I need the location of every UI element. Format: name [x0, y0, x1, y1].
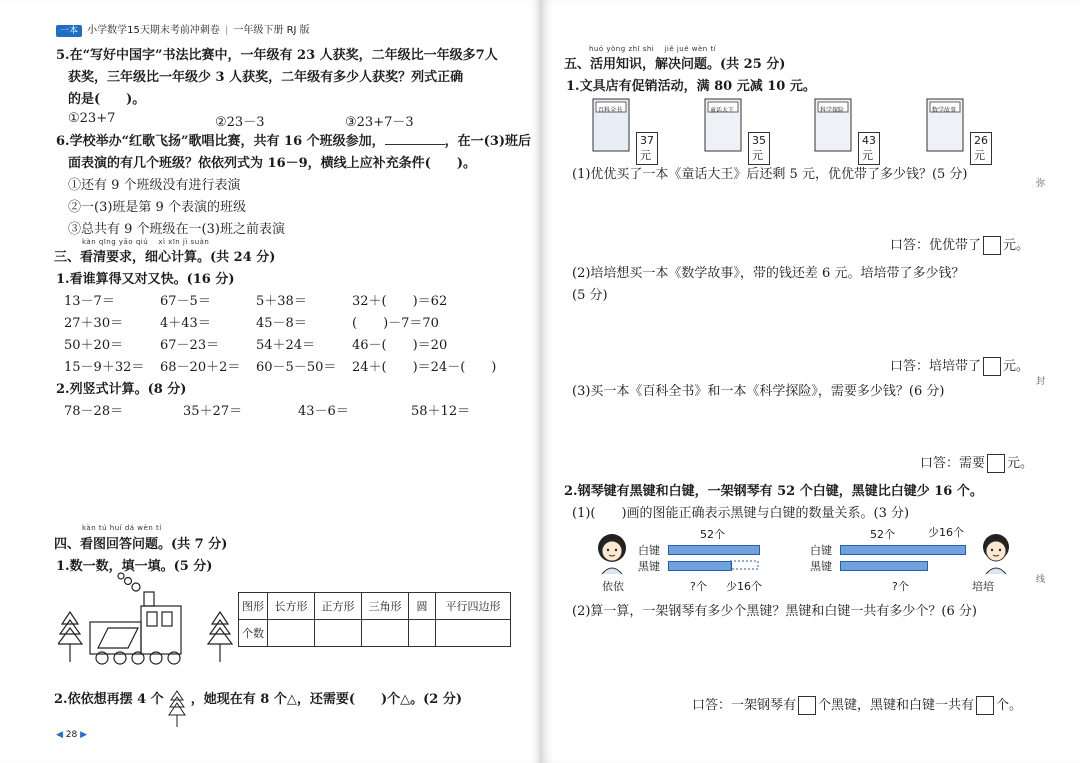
calc-r2c0: 50＋20＝ [64, 338, 124, 353]
header-separator: | [224, 25, 229, 36]
s5-title: 五、活用知识，解决问题。(共 25 分) [564, 57, 786, 72]
calc-r0c2: 5＋38＝ [256, 294, 307, 309]
book-2-price: 35元 [748, 132, 770, 165]
q6-option-2: ②一(3)班是第 9 个表演的班级 [68, 200, 246, 215]
q5-line1: 5.在“写好中国字”书法比赛中，一年级有 23 人获奖，二年级比一年级多7人 [56, 48, 498, 63]
prev-arrow-icon: ◀ [56, 730, 63, 740]
book-3-price: 43元 [858, 132, 880, 165]
q5-line2: 获奖，三年级比一年级少 3 人获奖，二年级有多少人获奖？列式正确 [68, 70, 464, 85]
q1-part2-line2: (5 分) [572, 288, 608, 303]
cell-circle[interactable] [409, 620, 436, 647]
side-char-3: 线 [1036, 575, 1046, 585]
answer-2-box[interactable] [983, 357, 1001, 376]
calc-r2c1: 67－23＝ [160, 338, 220, 353]
girl-yiyi-icon [594, 532, 630, 574]
train-shapes-picture [58, 570, 238, 665]
book-2 [704, 98, 766, 162]
header-title: 小学数学15天期末考前冲刺卷 [87, 25, 220, 36]
page-number: ◀ 28 ▶ [56, 730, 88, 740]
calc-r2c2: 54＋24＝ [256, 338, 316, 353]
q2-part2: (2)算一算，一架钢琴有多少个黑键？黑键和白键一共有多少个？(6 分) [572, 604, 977, 619]
q6-blank[interactable] [385, 144, 445, 145]
th-parallelogram: 平行四边形 [436, 593, 511, 620]
calc-r3c0: 15－9＋32＝ [64, 360, 145, 375]
diagram-left-black-bar [668, 561, 732, 571]
s4-pinyin: kàn tú huí dá wèn tí [82, 524, 162, 532]
th-circle: 圆 [409, 593, 436, 620]
calc-r1c3: ( )－7＝70 [352, 316, 439, 331]
diagram-left-top: 52个 [700, 528, 725, 541]
book-3 [814, 98, 876, 162]
s5-pinyin: huó yòng zhī shi jiě jué wèn tí [589, 45, 717, 53]
calc-r3c2: 60－5－50＝ [256, 360, 337, 375]
calc-r1c0: 27＋30＝ [64, 316, 124, 331]
book-4-price: 26元 [970, 132, 992, 165]
s4-title: 四、看图回答问题。(共 7 分) [54, 537, 228, 552]
s3-pinyin: kàn qīng yāo qiú xì xīn jì suàn [82, 238, 210, 246]
q6-option-3: ③总共有 9 个班级在一(3)班之前表演 [68, 222, 285, 237]
s5-q1: 1.文具店有促销活动，满 80 元减 10 元。 [566, 79, 816, 94]
calc-r2c3: 46－( )＝20 [352, 338, 448, 353]
vertical-3: 43－6＝ [298, 404, 349, 419]
book-3-title: 科学探险 [820, 107, 845, 114]
q1-part1: (1)优优买了一本《童话大王》后还剩 5 元，优优带了多少钱？(5 分) [572, 167, 968, 182]
s5-q2: 2.钢琴键有黑键和白键，一架钢琴有 52 个白键，黑键比白键少 16 个。 [564, 484, 983, 499]
diagram-right-white-label: 白键 [810, 544, 832, 557]
q5-option-1: ①23+7 [68, 111, 116, 126]
q6-option-1: ①还有 9 个班级没有进行表演 [68, 178, 241, 193]
diagram-right-black-bar [840, 561, 928, 571]
diagram-right-white-bar [840, 545, 966, 555]
q5-option-2: ②23－3 [215, 115, 265, 130]
header-edition: 一年级下册 RJ 版 [233, 25, 310, 36]
vertical-4: 58＋12＝ [411, 404, 471, 419]
calc-r3c1: 68－20＋2＝ [160, 360, 241, 375]
cell-parallelogram[interactable] [436, 620, 511, 647]
answer-1: 口答：优优带了 元。 [890, 238, 1030, 253]
logo: 一本 [56, 25, 82, 37]
s4-q2: 2.依依想再摆 4 个 ，她现在有 8 个△，还需要( )个△。(2 分) [54, 688, 462, 729]
cell-square[interactable] [315, 620, 362, 647]
calc-r1c1: 4＋43＝ [160, 316, 211, 331]
s3-q1: 1.看谁算得又对又快。(16 分) [56, 272, 235, 287]
answer-4: 口答：一架钢琴有 个黑键，黑键和白键一共有 个。 [692, 698, 1023, 713]
diagram-left-less-bracket [730, 558, 760, 572]
shape-count-table-wrap [238, 592, 511, 647]
book-4-title: 数学故事 [932, 107, 957, 114]
q6-line1: 6.学校举办“红歌飞扬”歌唱比赛，共有 16 个班级参加， ，在一(3)班后 [56, 134, 532, 149]
s4-q1: 1.数一数，填一填。(5 分) [56, 559, 213, 574]
diagram-left-question: ?个 [690, 580, 707, 593]
answer-4-black-box[interactable] [798, 696, 816, 715]
book-1 [592, 98, 654, 162]
calc-r3c3: 24＋( )＝24－( ) [352, 360, 497, 375]
book-2-title: 童话大王 [710, 107, 735, 114]
answer-1-box[interactable] [983, 236, 1001, 255]
next-arrow-icon: ▶ [80, 730, 88, 740]
th-rectangle: 长方形 [268, 593, 315, 620]
calc-r0c1: 67－5＝ [160, 294, 211, 309]
tree-icon [168, 689, 186, 729]
diagram-left-white-bar [668, 545, 760, 555]
diagram-right-top: 52个 [870, 528, 895, 541]
diagram-right-question: ?个 [892, 580, 909, 593]
q2-part1: (1)( )画的图能正确表示黑键与白键的数量关系。(3 分) [572, 506, 910, 521]
shape-count-table [238, 592, 511, 647]
q5-option-3: ③23+7－3 [345, 115, 414, 130]
answer-4-total-box[interactable] [976, 696, 994, 715]
th-triangle: 三角形 [362, 593, 409, 620]
diagram-right-name: 培培 [972, 580, 994, 593]
s3-title: 三、看清要求，细心计算。(共 24 分) [54, 250, 276, 265]
calc-r0c0: 13－7＝ [64, 294, 115, 309]
vertical-1: 78－28＝ [64, 404, 124, 419]
book-1-price: 37元 [636, 132, 658, 165]
q6-line2: 面表演的有几个班级？依依列式为 16－9，横线上应补充条件( )。 [68, 156, 476, 171]
diagram-left-less: 少16个 [726, 580, 762, 593]
calc-r1c2: 45－8＝ [256, 316, 307, 331]
tr-count: 个数 [239, 620, 268, 647]
diagram-left-black-label: 黑键 [638, 560, 660, 573]
diagram-right-less: 少16个 [928, 526, 964, 539]
answer-2: 口答：培培带了 元。 [890, 359, 1030, 374]
book-1-title: 百科全书 [598, 107, 623, 114]
q5-line3: 的是( )。 [68, 92, 146, 107]
diagram-left-name: 依依 [602, 580, 624, 593]
right-page [540, 0, 1080, 763]
th-shape: 图形 [239, 593, 268, 620]
diagram-right-black-label: 黑键 [810, 560, 832, 573]
girl-peipei-icon [978, 532, 1014, 574]
q1-part2-line1: (2)培培想买一本《数学故事》，带的钱还差 6 元。培培带了多少钱？ [572, 266, 965, 281]
answer-3: 口答：需要 元。 [920, 456, 1034, 471]
vertical-2: 35＋27＝ [183, 404, 243, 419]
answer-3-box[interactable] [987, 454, 1005, 473]
calc-r0c3: 32＋( )＝62 [352, 294, 448, 309]
diagram-left-white-label: 白键 [638, 544, 660, 557]
th-square: 正方形 [315, 593, 362, 620]
s3-q2: 2.列竖式计算。(8 分) [56, 382, 187, 397]
side-char-1: 弥 [1036, 179, 1046, 189]
side-char-2: 封 [1036, 377, 1046, 387]
header [56, 18, 310, 37]
cell-triangle[interactable] [362, 620, 409, 647]
cell-rectangle[interactable] [268, 620, 315, 647]
q1-part3: (3)买一本《百科全书》和一本《科学探险》，需要多少钱？(6 分) [572, 384, 945, 399]
book-4 [926, 98, 988, 162]
